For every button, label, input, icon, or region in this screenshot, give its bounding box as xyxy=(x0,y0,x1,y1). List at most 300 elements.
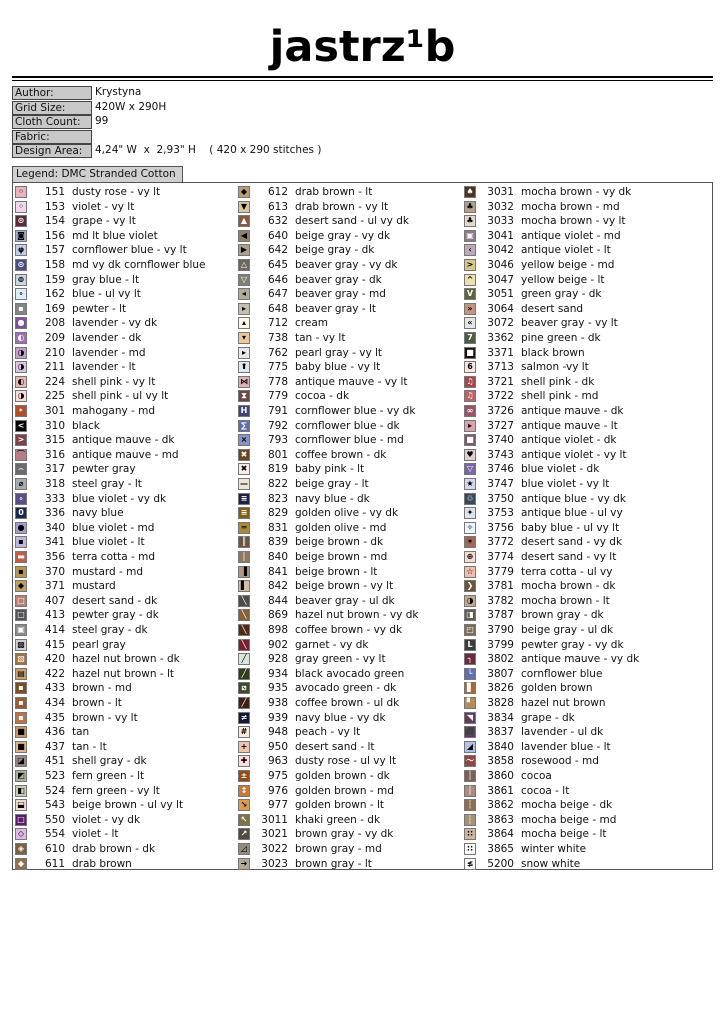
thread-name: antique mauve - vy dk xyxy=(521,653,640,666)
thread-name: antique violet - md xyxy=(521,229,621,242)
thread-code: 791 xyxy=(267,405,288,417)
thread-code: 316 xyxy=(44,448,65,461)
thread-name: cornflower blue - dk xyxy=(295,419,400,432)
legend-row xyxy=(238,477,478,492)
thread-name: cocoa - dk xyxy=(295,390,350,403)
thread-code: 3787 xyxy=(487,609,514,622)
color-swatch: ⬓ xyxy=(15,799,27,811)
legend-row xyxy=(15,200,255,215)
color-swatch: ◆ xyxy=(15,858,27,870)
legend-row xyxy=(464,696,704,711)
thread-name: gray green - vy lt xyxy=(295,653,386,666)
color-swatch: ⊙ xyxy=(15,259,27,271)
legend-row xyxy=(238,784,478,799)
legend-row xyxy=(15,492,255,507)
color-swatch: V xyxy=(464,288,476,300)
color-swatch: ■ xyxy=(464,347,476,359)
color-swatch: ↗ xyxy=(238,828,250,840)
thread-code: 415 xyxy=(44,638,65,651)
thread-name: mocha brown - dk xyxy=(521,580,616,593)
thread-name: beaver gray - ul dk xyxy=(295,594,395,607)
thread-code: 3750 xyxy=(487,492,514,505)
color-swatch: > xyxy=(464,259,476,271)
legend-row xyxy=(15,842,255,857)
legend-row xyxy=(238,842,478,857)
thread-name: desert sand - vy lt xyxy=(521,551,617,563)
thread-name: dusty rose - vy lt xyxy=(72,186,161,198)
color-swatch: ◀ xyxy=(238,230,250,242)
thread-code: 3840 xyxy=(487,740,514,753)
thread-name: hazel nut brown - lt xyxy=(72,667,174,680)
color-swatch: ◪ xyxy=(15,755,27,767)
thread-name: brown - md xyxy=(72,682,132,695)
legend-row xyxy=(464,565,704,580)
legend-row xyxy=(464,740,704,755)
color-swatch: ≡ xyxy=(238,493,250,505)
color-swatch: ☆ xyxy=(464,566,476,578)
thread-name: hazel nut brown - dk xyxy=(72,653,180,666)
color-swatch: < xyxy=(15,420,27,432)
color-swatch: ▣ xyxy=(464,230,476,242)
legend-row xyxy=(464,667,704,682)
thread-name: blue violet - lt xyxy=(72,536,145,549)
thread-name: tan - lt xyxy=(72,740,107,753)
legend-row xyxy=(15,550,255,565)
thread-code: 3807 xyxy=(487,667,514,680)
thread-code: 3047 xyxy=(487,273,514,286)
legend-row xyxy=(15,302,255,317)
thread-code: 437 xyxy=(44,740,65,753)
legend-row xyxy=(464,346,704,361)
legend-row xyxy=(464,433,704,448)
color-swatch: ♣ xyxy=(464,201,476,213)
thread-name: yellow beige - md xyxy=(521,259,615,271)
thread-name: brown - vy lt xyxy=(72,711,138,724)
color-swatch: ▾ xyxy=(238,332,250,344)
thread-name: shell pink - md xyxy=(521,390,599,403)
thread-name: cocoa - lt xyxy=(521,784,570,797)
thread-code: 801 xyxy=(267,448,288,461)
thread-code: 422 xyxy=(44,667,65,680)
legend-row xyxy=(15,316,255,331)
color-swatch: ✶ xyxy=(464,536,476,548)
legend-row xyxy=(15,360,255,375)
thread-code: 336 xyxy=(44,507,65,520)
thread-code: 317 xyxy=(44,463,65,476)
thread-code: 523 xyxy=(44,770,65,782)
color-swatch: △ xyxy=(238,259,250,271)
legend-row xyxy=(15,565,255,580)
thread-code: 3828 xyxy=(487,697,514,709)
color-swatch: ✖ xyxy=(238,463,250,475)
thread-code: 3860 xyxy=(487,770,514,782)
legend-row xyxy=(464,492,704,507)
thread-name: snow white xyxy=(521,857,581,870)
thread-code: 3721 xyxy=(487,375,514,388)
thread-code: 3727 xyxy=(487,419,514,432)
legend-row xyxy=(15,696,255,711)
legend-row xyxy=(238,214,478,229)
thread-name: mustard xyxy=(72,580,116,593)
thread-code: 208 xyxy=(44,317,65,330)
info-value: 420W x 290H xyxy=(95,100,167,113)
color-swatch: ↖ xyxy=(238,814,250,826)
thread-name: violet - vy lt xyxy=(72,200,135,213)
color-swatch: ▤ xyxy=(15,668,27,680)
legend-row xyxy=(15,827,255,842)
color-swatch: ■ xyxy=(15,726,27,738)
thread-name: steel gray - dk xyxy=(72,624,148,636)
thread-code: 738 xyxy=(267,332,288,344)
thread-code: 645 xyxy=(267,259,288,271)
thread-code: 939 xyxy=(267,711,288,724)
legend-row xyxy=(464,725,704,740)
thread-name: mustard - md xyxy=(72,565,144,578)
legend-row xyxy=(15,652,255,667)
legend-row xyxy=(15,375,255,390)
color-swatch: ∘ xyxy=(15,288,27,300)
thread-name: peach - vy lt xyxy=(295,726,361,739)
thread-name: beige brown - md xyxy=(295,551,388,563)
thread-name: antique mauve - vy lt xyxy=(295,375,408,388)
thread-code: 157 xyxy=(44,244,65,257)
thread-code: 225 xyxy=(44,390,65,403)
color-swatch: ▣ xyxy=(15,624,27,636)
color-swatch: ◐ xyxy=(15,376,27,388)
legend-row xyxy=(464,827,704,842)
thread-code: 211 xyxy=(44,361,65,374)
color-swatch: ≰ xyxy=(464,858,476,870)
thread-code: 224 xyxy=(44,375,65,388)
color-swatch: □ xyxy=(15,814,27,826)
legend-row xyxy=(238,185,478,200)
color-swatch: ◩ xyxy=(15,770,27,782)
legend-row xyxy=(238,346,478,361)
thread-code: 3753 xyxy=(487,507,514,520)
legend-row xyxy=(464,769,704,784)
thread-code: 550 xyxy=(44,813,65,826)
thread-code: 3756 xyxy=(487,521,514,534)
color-swatch: ‣ xyxy=(15,405,27,417)
thread-code: 640 xyxy=(267,229,288,242)
thread-code: 169 xyxy=(44,302,65,315)
thread-code: 301 xyxy=(44,405,65,417)
color-swatch: ♫ xyxy=(464,390,476,402)
thread-code: 3041 xyxy=(487,229,514,242)
thread-name: golden brown - lt xyxy=(295,799,385,812)
color-swatch: ▋ xyxy=(464,682,476,694)
thread-code: 632 xyxy=(267,215,288,228)
thread-name: brown gray - dk xyxy=(521,609,604,622)
thread-code: 3011 xyxy=(261,813,288,826)
thread-name: avocado green - dk xyxy=(295,682,397,695)
thread-code: 3022 xyxy=(261,843,288,855)
legend-row xyxy=(238,389,478,404)
legend-row xyxy=(464,448,704,463)
legend-row xyxy=(238,200,478,215)
legend-row xyxy=(15,813,255,828)
color-swatch: ╲ xyxy=(238,609,250,621)
thread-code: 977 xyxy=(267,799,288,812)
legend-row xyxy=(15,681,255,696)
thread-name: brown gray - lt xyxy=(295,857,372,870)
legend-row xyxy=(464,652,704,667)
color-swatch: ◈ xyxy=(15,843,27,855)
thread-code: 3713 xyxy=(487,361,514,374)
color-swatch: ⌒ xyxy=(17,449,25,459)
thread-code: 3772 xyxy=(487,536,514,549)
legend-row xyxy=(15,521,255,536)
legend-row xyxy=(238,623,478,638)
thread-name: drab brown - dk xyxy=(72,843,156,855)
legend-row xyxy=(238,419,478,434)
legend-row xyxy=(464,608,704,623)
legend-row xyxy=(238,711,478,726)
color-swatch: ═ xyxy=(238,522,250,534)
thread-code: 831 xyxy=(267,521,288,534)
thread-code: 3033 xyxy=(487,215,514,228)
thread-code: 3774 xyxy=(487,551,514,563)
thread-code: 151 xyxy=(44,186,65,198)
thread-name: desert sand xyxy=(521,302,584,315)
thread-code: 3865 xyxy=(487,843,514,855)
thread-code: 3371 xyxy=(487,346,514,359)
color-swatch: ▬ xyxy=(15,551,27,563)
thread-code: 3743 xyxy=(487,448,514,461)
legend-row xyxy=(15,389,255,404)
color-swatch: │ xyxy=(464,785,476,797)
thread-name: drab brown xyxy=(72,857,132,870)
info-value: Krystyna xyxy=(95,86,142,98)
thread-name: coffee brown - vy dk xyxy=(295,624,403,636)
legend-row xyxy=(464,813,704,828)
color-swatch: « xyxy=(464,317,476,329)
thread-code: 3740 xyxy=(487,434,514,447)
title-rule-thin xyxy=(12,80,713,81)
thread-name: lavender - md xyxy=(72,346,146,359)
legend-row xyxy=(15,433,255,448)
legend-row xyxy=(15,346,255,361)
color-swatch: 0 xyxy=(15,507,27,519)
legend-row xyxy=(15,769,255,784)
thread-name: rosewood - md xyxy=(521,755,599,768)
color-swatch: ◐ xyxy=(15,332,27,344)
color-swatch: ▩ xyxy=(15,639,27,651)
thread-code: 3826 xyxy=(487,682,514,695)
info-label: Author: xyxy=(12,86,92,100)
legend-row xyxy=(15,623,255,638)
color-swatch: ⧄ xyxy=(238,682,250,694)
thread-code: 3864 xyxy=(487,828,514,841)
thread-name: baby blue - ul vy lt xyxy=(521,521,620,534)
legend-row xyxy=(238,550,478,565)
thread-name: md vy dk cornflower blue xyxy=(72,259,206,271)
thread-name: terra cotta - md xyxy=(72,551,156,563)
legend-title: Legend: DMC Stranded Cotton xyxy=(12,166,183,182)
thread-code: 829 xyxy=(267,507,288,520)
thread-code: 975 xyxy=(267,770,288,782)
thread-code: 934 xyxy=(267,667,288,680)
legend-row xyxy=(15,754,255,769)
legend-row xyxy=(238,608,478,623)
color-swatch: ≡ xyxy=(238,507,250,519)
thread-name: steel gray - lt xyxy=(72,478,142,490)
color-swatch: │ xyxy=(238,551,250,563)
thread-code: 712 xyxy=(267,317,288,330)
thread-name: beige brown - dk xyxy=(295,536,384,549)
legend-row xyxy=(15,462,255,477)
color-swatch: ◢ xyxy=(464,741,476,753)
thread-name: garnet - vy dk xyxy=(295,638,369,651)
color-swatch: ▽ xyxy=(238,274,250,286)
color-swatch: ◆ xyxy=(238,186,250,198)
thread-name: salmon -vy lt xyxy=(521,361,589,374)
thread-name: black brown xyxy=(521,346,585,359)
thread-code: 210 xyxy=(44,346,65,359)
thread-code: 648 xyxy=(267,302,288,315)
thread-name: yellow beige - lt xyxy=(521,273,605,286)
thread-name: cream xyxy=(295,317,328,330)
legend-row xyxy=(238,404,478,419)
legend-row xyxy=(238,565,478,580)
legend-row xyxy=(15,711,255,726)
legend-row xyxy=(464,360,704,375)
color-swatch: ∑ xyxy=(238,420,250,432)
legend-row xyxy=(464,331,704,346)
thread-code: 420 xyxy=(44,653,65,666)
thread-code: 3858 xyxy=(487,755,514,768)
thread-name: mocha beige - dk xyxy=(521,799,613,812)
legend-row xyxy=(464,229,704,244)
thread-name: antique mauve - md xyxy=(72,448,179,461)
thread-code: 3781 xyxy=(487,580,514,593)
color-swatch: ∞ xyxy=(464,405,476,417)
color-swatch: ◑ xyxy=(464,595,476,607)
color-swatch: ◦ xyxy=(15,201,27,213)
color-swatch: ● xyxy=(15,317,27,329)
thread-name: fern green - lt xyxy=(72,770,145,782)
thread-name: beaver gray - md xyxy=(295,288,386,301)
thread-name: beige brown - lt xyxy=(295,565,378,578)
thread-name: terra cotta - ul vy xyxy=(521,565,613,578)
thread-code: 434 xyxy=(44,697,65,709)
title-rule xyxy=(12,76,713,78)
legend-row xyxy=(464,535,704,550)
color-swatch: ■ xyxy=(464,434,476,446)
thread-code: 153 xyxy=(44,200,65,213)
thread-name: cornflower blue - md xyxy=(295,434,404,447)
thread-name: desert sand - vy dk xyxy=(521,536,623,549)
legend-row xyxy=(464,316,704,331)
color-swatch: ▪ xyxy=(15,712,27,724)
thread-code: 3051 xyxy=(487,288,514,301)
color-swatch: ╲ xyxy=(238,624,250,636)
thread-name: blue violet - vy dk xyxy=(72,492,167,505)
legend-row xyxy=(238,506,478,521)
legend-row xyxy=(238,535,478,550)
color-swatch: ▪ xyxy=(15,682,27,694)
color-swatch: ✦ xyxy=(464,507,476,519)
thread-code: 159 xyxy=(44,273,65,286)
thread-name: pearl gray xyxy=(72,638,126,651)
color-swatch: ▌ xyxy=(238,580,250,592)
color-swatch: ♥ xyxy=(464,449,476,461)
thread-name: blue violet - dk xyxy=(521,463,600,476)
thread-code: 3802 xyxy=(487,653,514,666)
thread-code: 435 xyxy=(44,711,65,724)
thread-code: 3746 xyxy=(487,463,514,476)
thread-name: beaver gray - vy dk xyxy=(295,259,398,271)
thread-code: 370 xyxy=(44,565,65,578)
thread-code: 948 xyxy=(267,726,288,739)
color-swatch: » xyxy=(464,303,476,315)
legend-row xyxy=(15,594,255,609)
thread-code: 436 xyxy=(44,726,65,739)
thread-code: 3042 xyxy=(487,244,514,257)
legend-row xyxy=(464,375,704,390)
color-swatch: ♲ xyxy=(464,493,476,505)
thread-name: navy blue - vy dk xyxy=(295,711,386,724)
legend-row xyxy=(238,360,478,375)
thread-name: drab brown - lt xyxy=(295,186,373,198)
thread-name: mocha brown - vy dk xyxy=(521,186,632,198)
thread-name: pewter - lt xyxy=(72,302,127,315)
legend-row xyxy=(15,667,255,682)
color-swatch: ╱ xyxy=(238,668,250,680)
thread-name: beige gray - dk xyxy=(295,244,375,257)
thread-code: 3782 xyxy=(487,594,514,607)
thread-code: 3726 xyxy=(487,405,514,417)
color-swatch: ▪ xyxy=(15,536,27,548)
color-swatch: ⋈ xyxy=(240,376,248,386)
legend-row xyxy=(15,229,255,244)
legend-row xyxy=(464,857,704,872)
thread-code: 642 xyxy=(267,244,288,257)
legend-row xyxy=(238,827,478,842)
thread-name: coffee brown - ul dk xyxy=(295,697,400,709)
thread-code: 3023 xyxy=(261,857,288,870)
thread-name: desert sand - lt xyxy=(295,740,375,753)
color-swatch: ⌀ xyxy=(15,478,27,490)
info-label: Grid Size: xyxy=(12,101,92,115)
thread-code: 775 xyxy=(267,361,288,374)
thread-code: 819 xyxy=(267,463,288,476)
color-swatch: ◿ xyxy=(238,843,250,855)
thread-name: pearl gray - vy lt xyxy=(295,346,383,359)
legend-row xyxy=(15,214,255,229)
legend-row xyxy=(15,448,255,463)
legend-row xyxy=(238,492,478,507)
legend-row xyxy=(464,681,704,696)
color-swatch: ▪ xyxy=(15,697,27,709)
thread-name: beaver gray - lt xyxy=(295,302,377,315)
color-swatch: ◑ xyxy=(15,361,27,373)
color-swatch: ^ xyxy=(464,274,476,286)
thread-name: mocha brown - md xyxy=(521,200,620,213)
thread-code: 610 xyxy=(44,843,65,855)
legend-row xyxy=(15,740,255,755)
color-swatch: ≠ xyxy=(238,712,250,724)
color-swatch: ➔ xyxy=(238,858,250,870)
thread-code: 928 xyxy=(267,653,288,666)
legend-row xyxy=(238,258,478,273)
thread-name: desert sand - ul vy dk xyxy=(295,215,409,228)
thread-name: desert sand - dk xyxy=(72,594,158,607)
color-swatch: ║ xyxy=(238,536,250,548)
color-swatch: 6 xyxy=(464,361,476,373)
legend-row xyxy=(464,462,704,477)
thread-code: 3072 xyxy=(487,317,514,330)
